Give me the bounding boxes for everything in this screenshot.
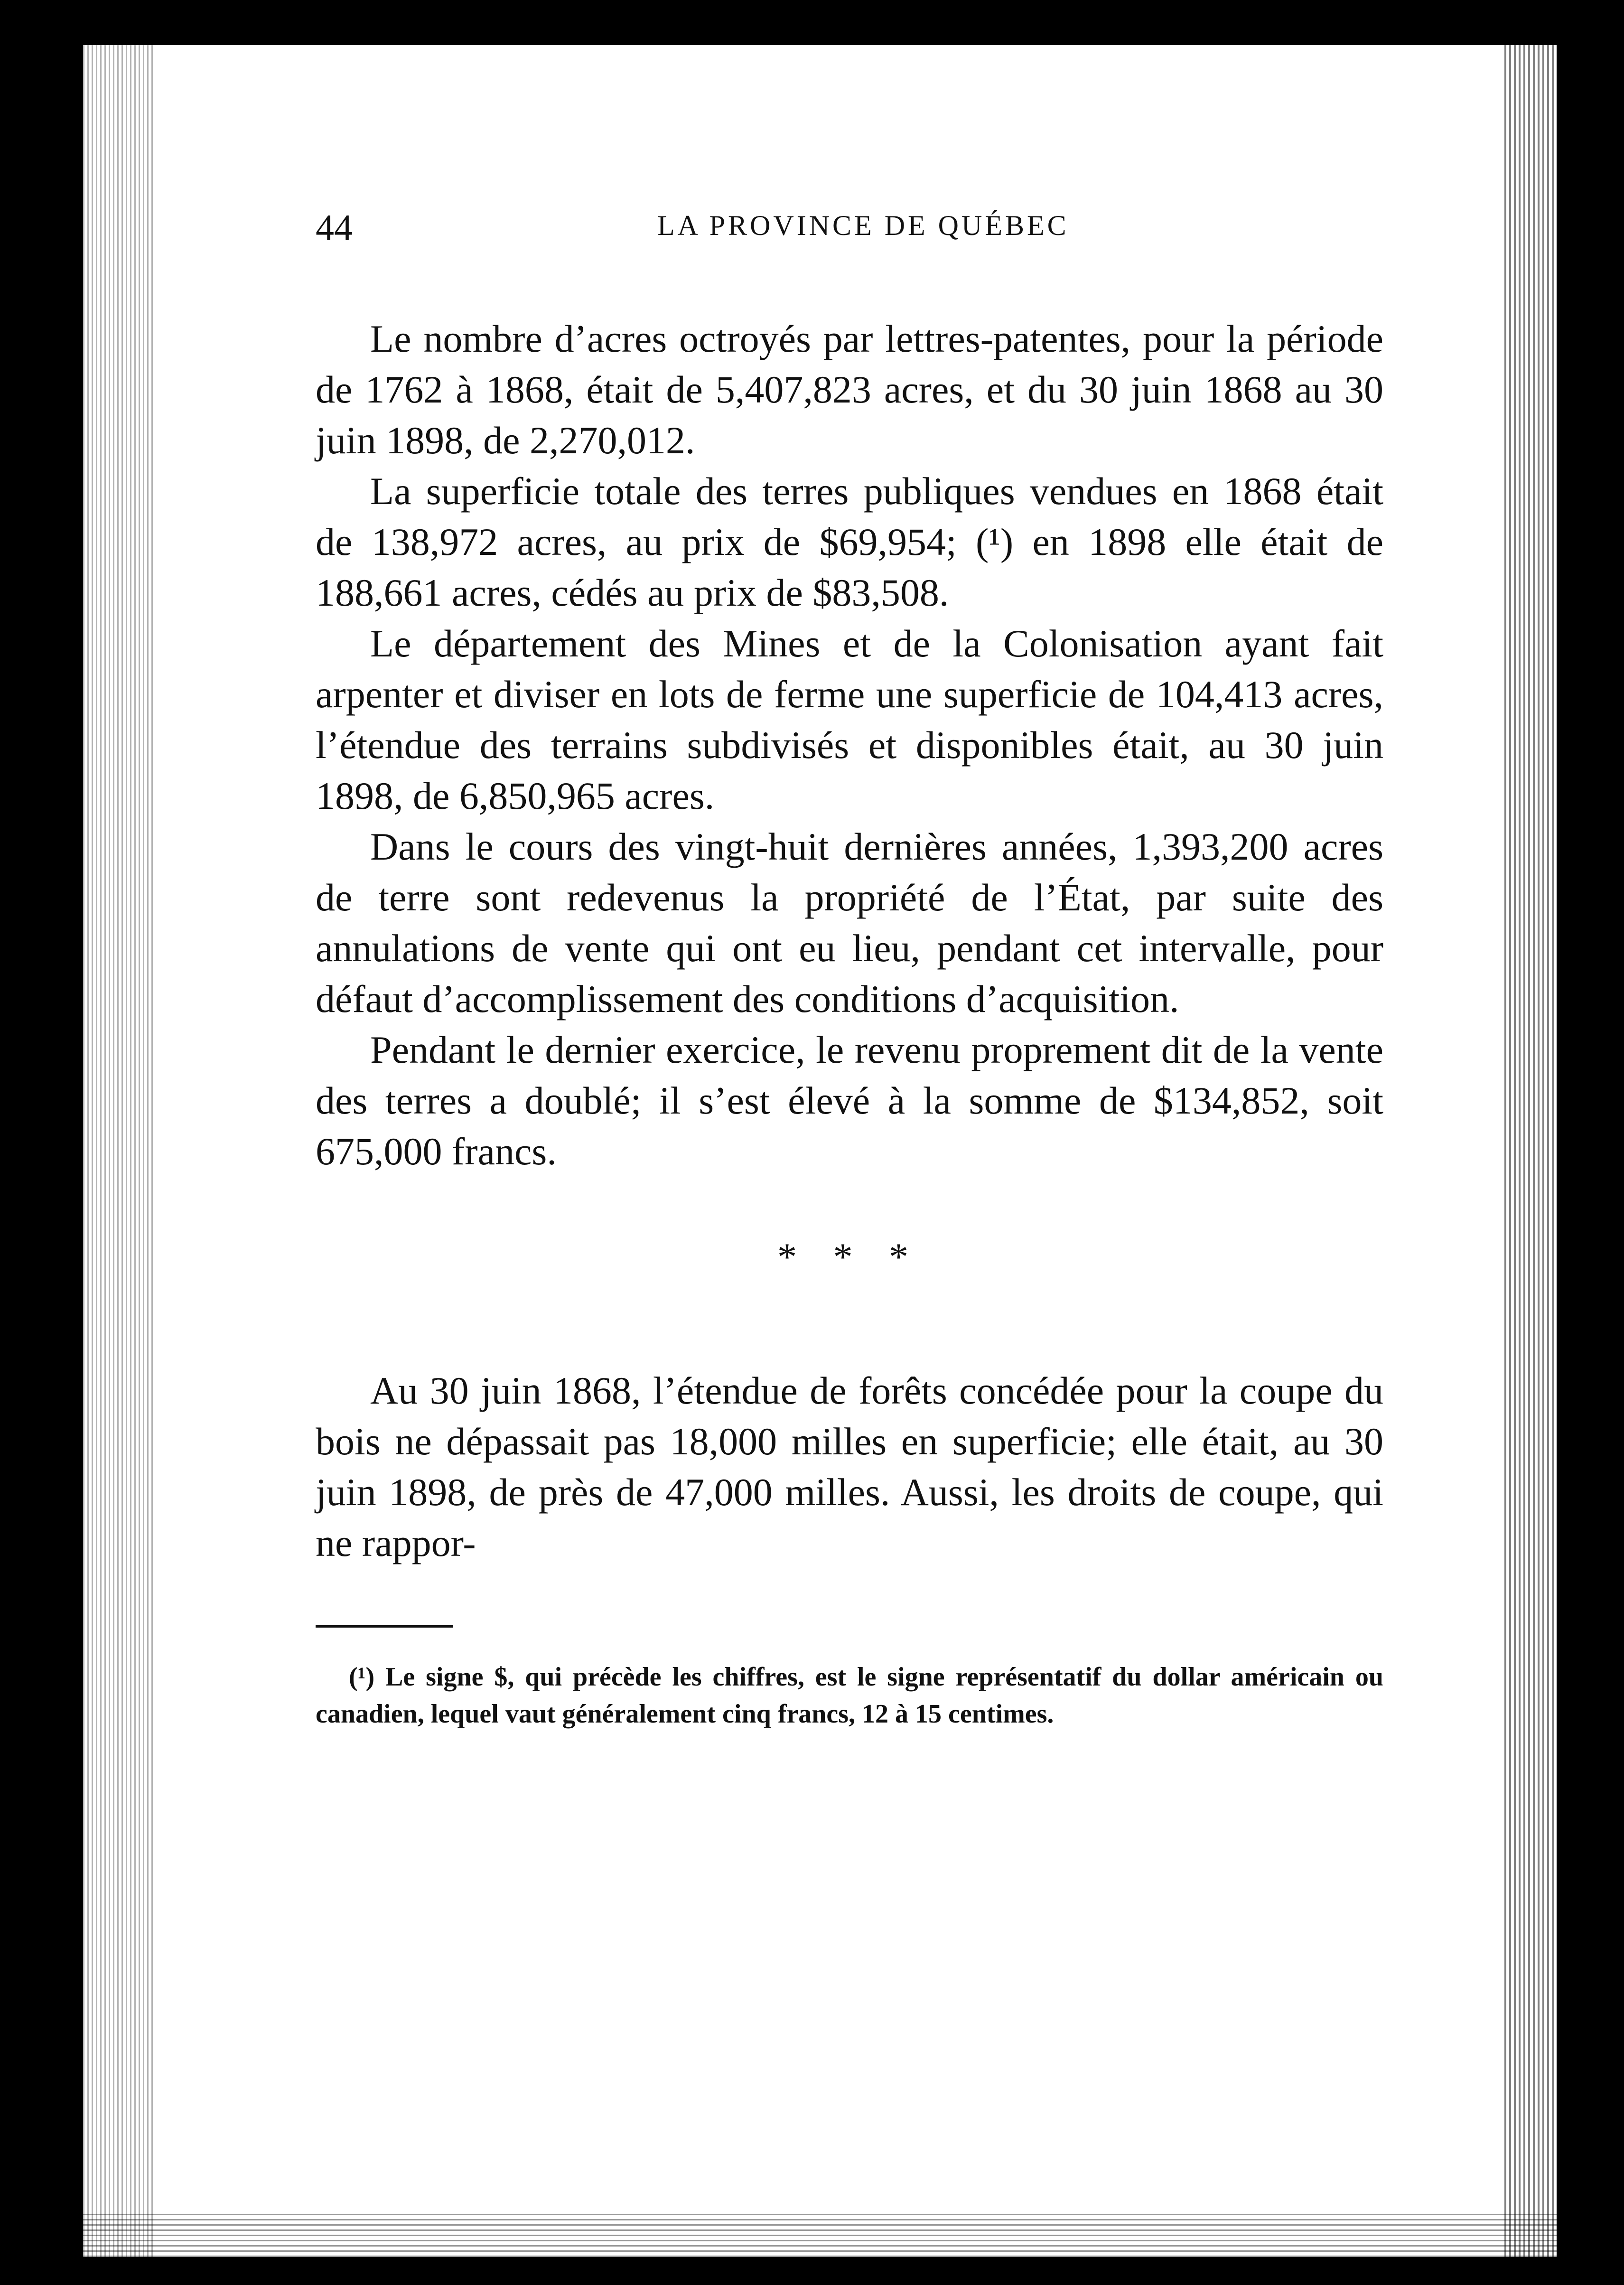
left-edge-scan-noise [83, 45, 154, 2257]
paragraph-forest-concessions: Au 30 juin 1868, l’étendue de forêts concédée pour la coupe du bois ne dépassait pas 18,000 milles en superficie; elle était, au 30 juin 1898, de près de 47,000 milles. Aussi, les droits de coupe, qui ne rappor- [316, 1369, 1383, 1564]
page-number: 44 [316, 207, 353, 248]
page-body [316, 313, 1383, 1732]
footnote-dollar-sign: (¹) Le signe $, qui précède les chiffres, est le signe représentatif du dollar américain ou canadien, lequel vaut généralement cinq francs, 12 à 15 centimes. [316, 1662, 1383, 1729]
paragraph-land-revenue: Pendant le dernier exercice, le revenu proprement dit de la vente des terres a doublé; il s’est élevé à la somme de $134,852, soit 675,000 francs. [316, 1028, 1383, 1173]
running-title: LA PROVINCE DE QUÉBEC [657, 210, 1069, 241]
paragraph-annulled-sales: Dans le cours des vingt-huit dernières années, 1,393,200 acres de terre sont redevenus la propriété de l’État, par suite des annulations de vente qui ont eu lieu, pendant cet intervalle, pour défaut d’accomplissement des conditions d’acquisition. [316, 825, 1383, 1021]
footnote-divider [316, 1625, 453, 1628]
right-edge-scan-noise [1504, 45, 1557, 2257]
paragraph-acres-granted: Le nombre d’acres octroyés par lettres-patentes, pour la période de 1762 à 1868, était de 5,407,823 acres, et du 30 juin 1868 au 30 juin 1898, de 2,270,012. [316, 317, 1383, 462]
paragraph-mines-colonisation: Le département des Mines et de la Colonisation ayant fait arpenter et diviser en lots de ferme une superficie de 104,413 acres, l’étendue des terrains subdivisés et disponibles était, au 30 juin 1898, de 6,850,965 acres. [316, 622, 1383, 817]
bottom-edge-scan-noise [83, 2214, 1557, 2257]
page-header [316, 206, 1383, 263]
section-asterism: * * * [777, 1235, 922, 1278]
paragraph-public-lands-sold: La superficie totale des terres publiques vendues en 1868 était de 138,972 acres, au prix de $69,954; (¹) en 1898 elle était de 188,661 acres, cédés au prix de $83,508. [316, 469, 1383, 614]
